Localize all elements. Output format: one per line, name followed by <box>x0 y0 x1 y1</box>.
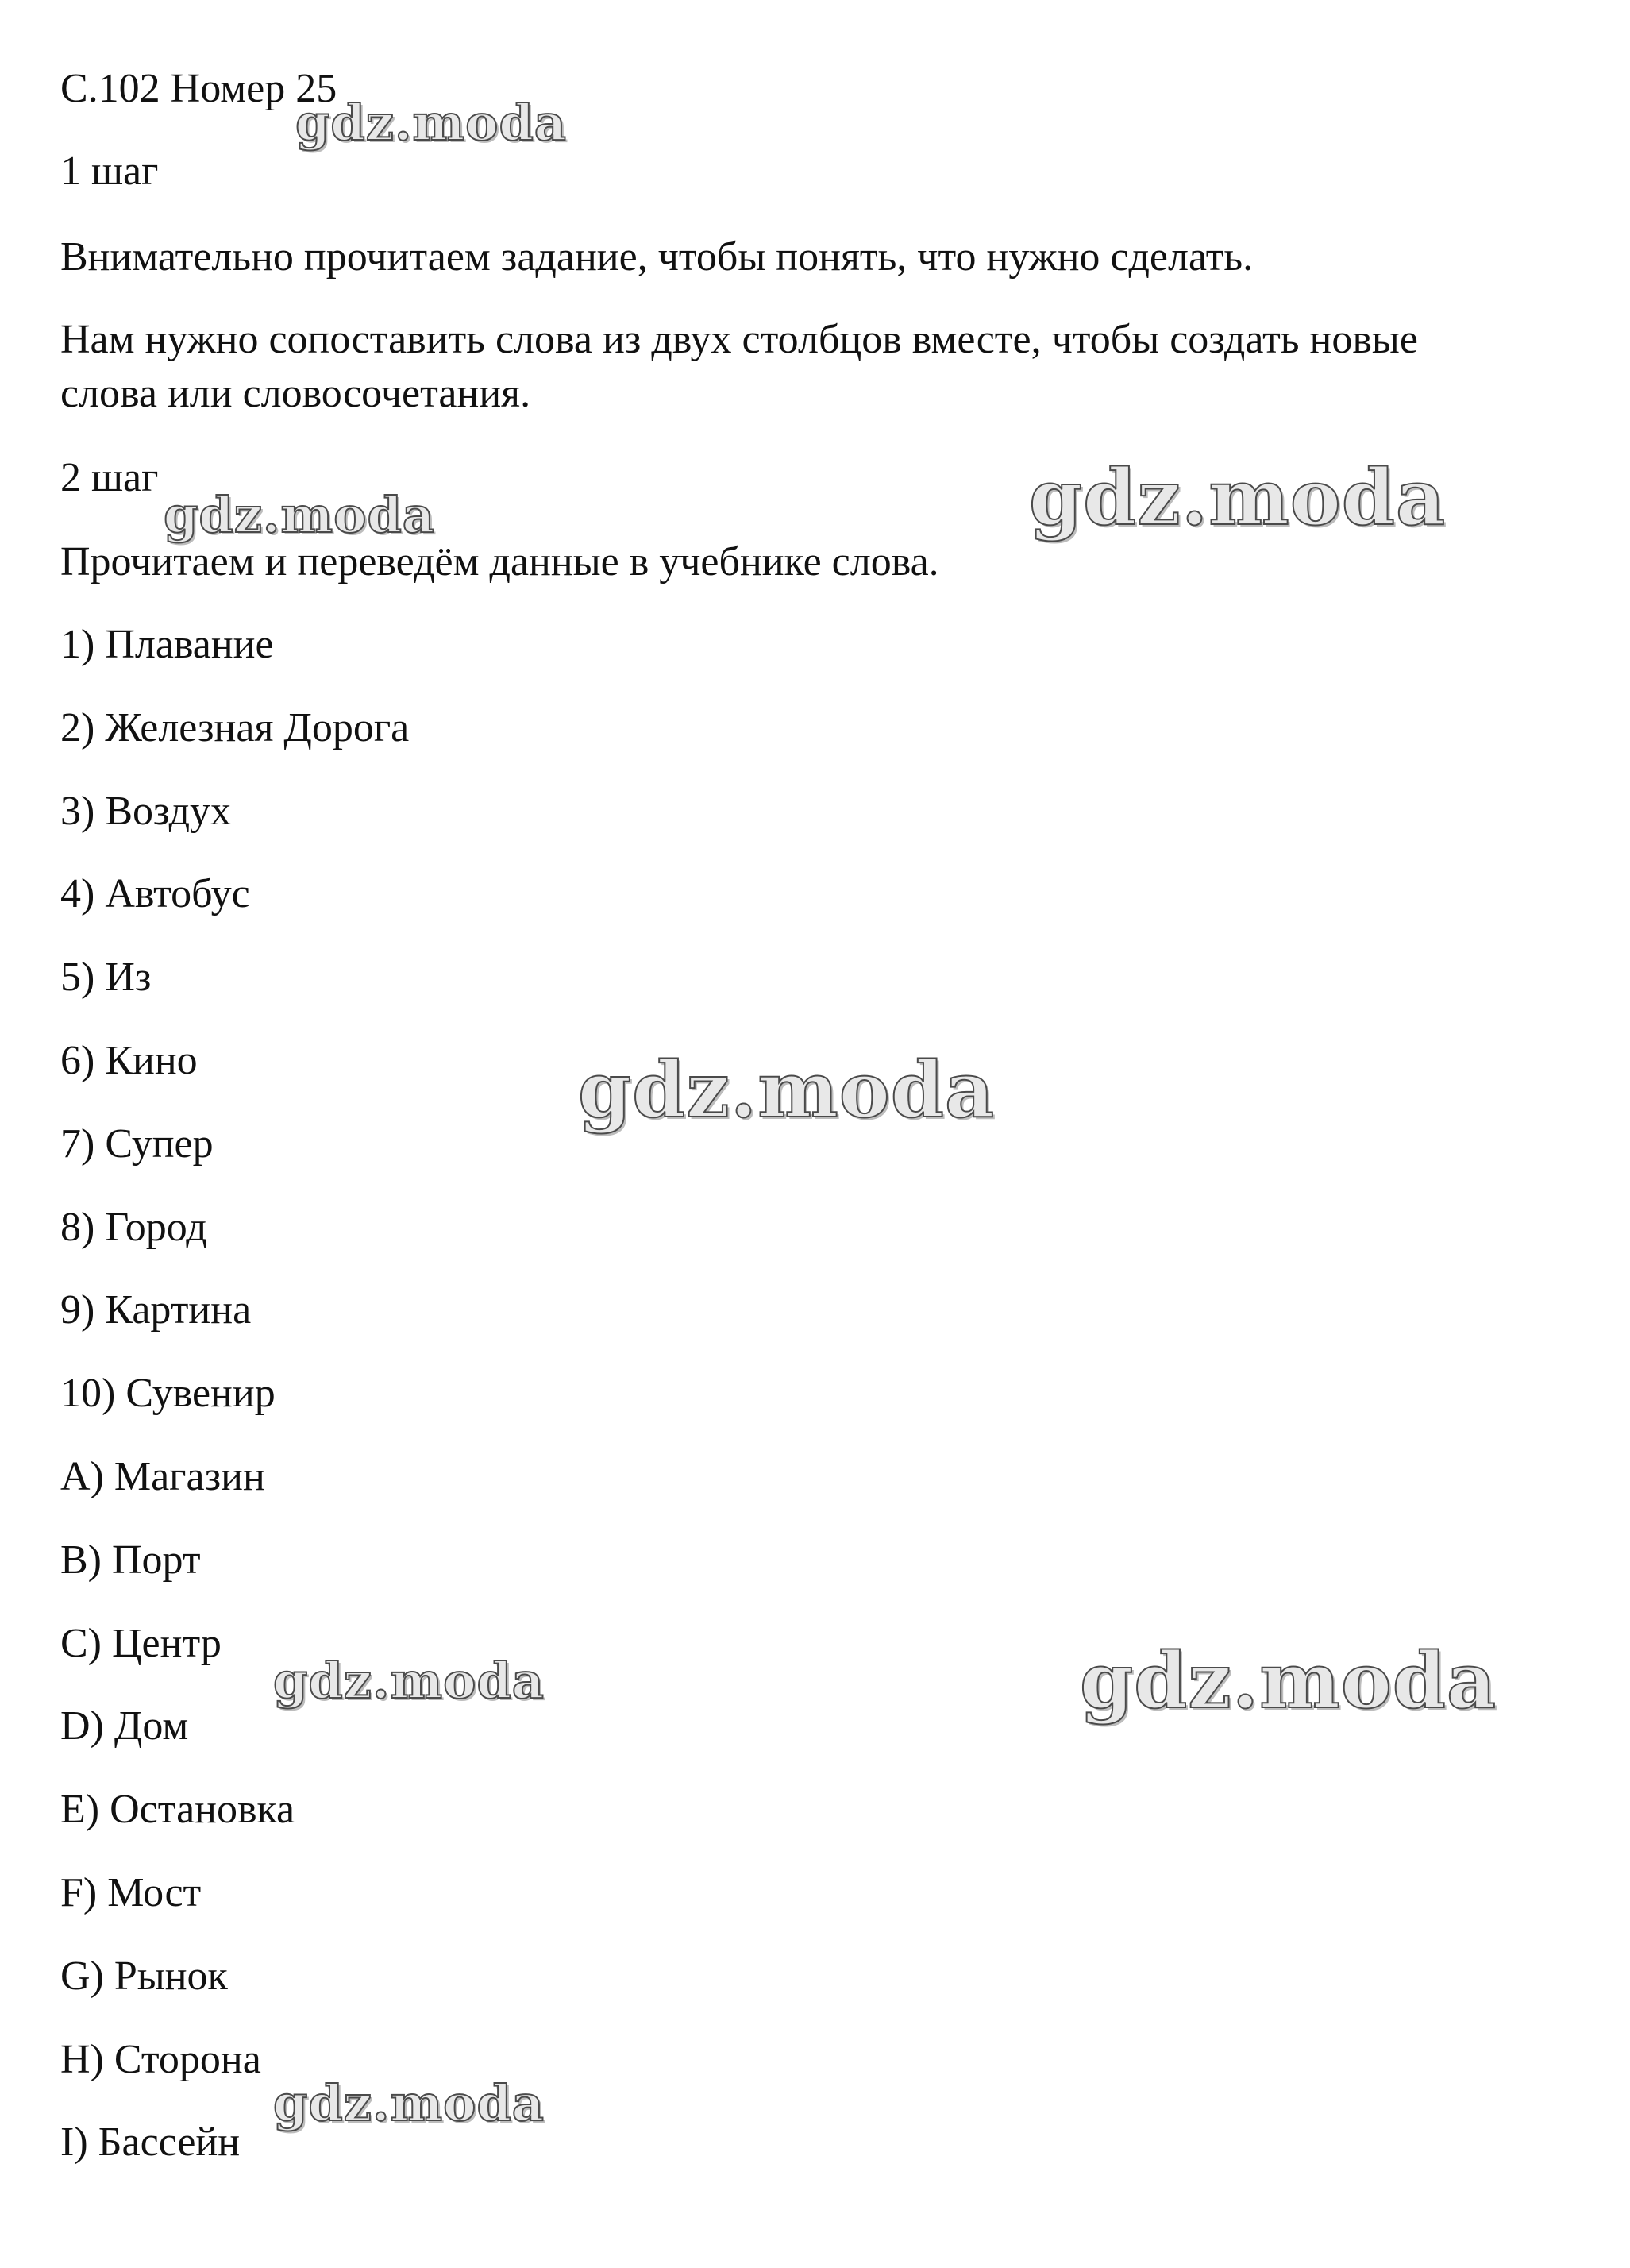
list-item-i: I) Бассейн <box>60 2120 241 2165</box>
watermark-logo: gdz.moda <box>1029 453 1447 542</box>
list-item-c: C) Центр <box>60 1621 222 1666</box>
list-item-1: 1) Плавание <box>60 622 274 667</box>
step-1-paragraph-1: Внимательно прочитаем задание, чтобы понять, что нужно сделать. <box>60 234 1254 280</box>
list-item-b: B) Порт <box>60 1537 201 1583</box>
list-item-h: H) Сторона <box>60 2037 261 2082</box>
list-item-3: 3) Воздух <box>60 789 232 834</box>
list-item-4: 4) Автобус <box>60 871 250 916</box>
watermark-logo: gdz.moda <box>273 1652 545 1710</box>
page-header: С.102 Номер 25 <box>60 66 337 111</box>
step-2-paragraph-1: Прочитаем и переведём данные в учебнике слова. <box>60 539 939 584</box>
list-item-8: 8) Город <box>60 1205 207 1250</box>
watermark-logo: gdz.moda <box>578 1045 996 1135</box>
watermark-logo: gdz.moda <box>273 2074 545 2132</box>
step-1-label: 1 шаг <box>60 148 159 194</box>
list-item-d: D) Дом <box>60 1703 189 1749</box>
watermark-logo: gdz.moda <box>164 486 435 544</box>
list-item-9: 9) Картина <box>60 1287 252 1333</box>
list-item-f: F) Мост <box>60 1870 202 1915</box>
watermark-logo: gdz.moda <box>295 94 567 152</box>
step-2-label: 2 шаг <box>60 455 159 500</box>
list-item-a: A) Магазин <box>60 1454 265 1499</box>
list-item-e: E) Остановка <box>60 1787 295 1832</box>
watermark-logo: gdz.moda <box>1080 1636 1497 1726</box>
list-item-6: 6) Кино <box>60 1038 198 1083</box>
list-item-10: 10) Сувенир <box>60 1371 276 1416</box>
list-item-5: 5) Из <box>60 955 152 1000</box>
step-1-paragraph-2-line-2: слова или словосочетания. <box>60 371 531 416</box>
step-1-paragraph-2-line-1: Нам нужно сопоставить слова из двух столбцов вместе, чтобы создать новые <box>60 317 1418 362</box>
list-item-g: G) Рынок <box>60 1954 228 1999</box>
list-item-2: 2) Железная Дорога <box>60 705 410 750</box>
list-item-7: 7) Супер <box>60 1121 214 1167</box>
